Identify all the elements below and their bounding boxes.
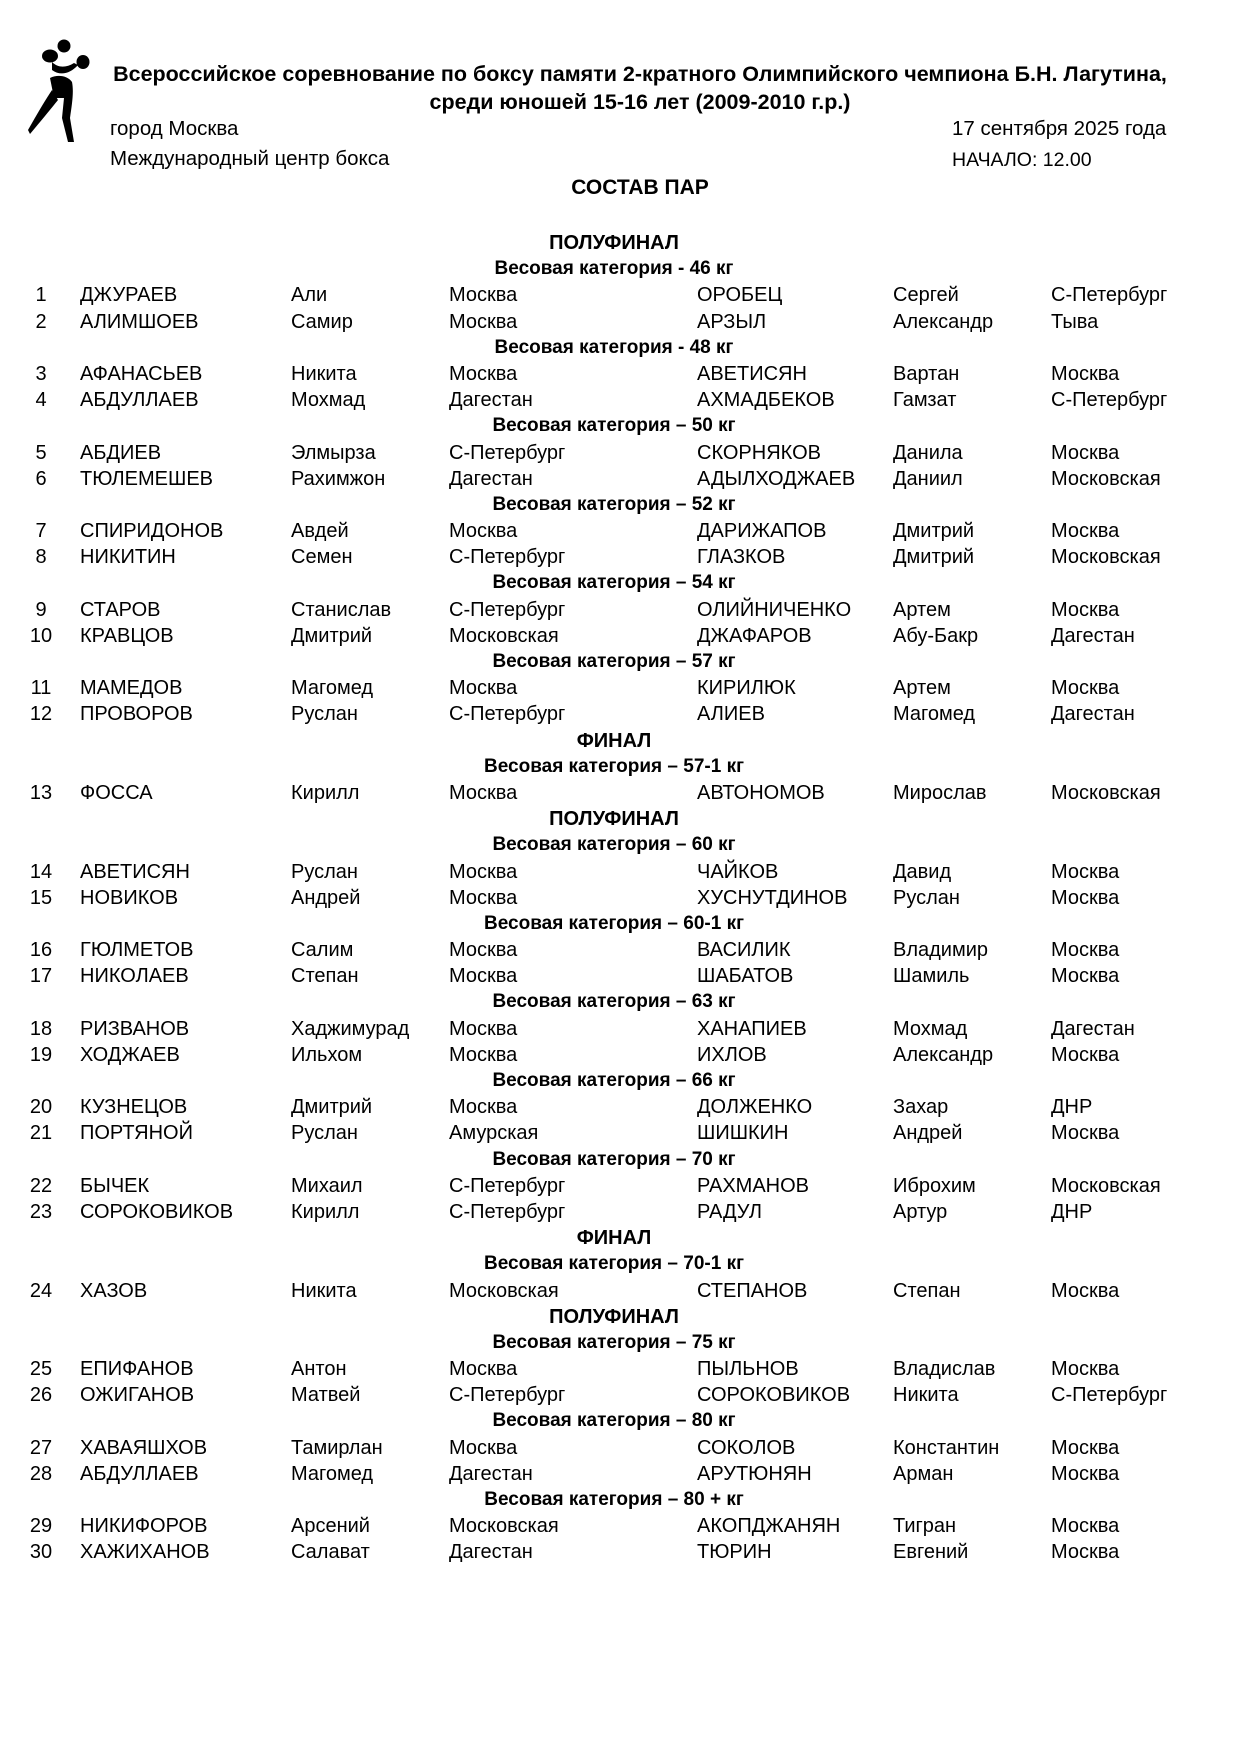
pair-number: 28 <box>29 1462 53 1485</box>
boxer2-name: Тигран <box>893 1515 957 1538</box>
boxer1-region: Дагестан <box>449 389 533 412</box>
pair-row <box>0 466 1241 492</box>
pair-row <box>0 780 1241 806</box>
boxer2-name: Александр <box>893 310 994 333</box>
boxer2-name: Андрей <box>893 1122 963 1145</box>
boxer1-region: С-Петербург <box>449 1200 566 1223</box>
pair-number: 18 <box>29 1017 53 1040</box>
pair-number: 29 <box>29 1515 53 1538</box>
boxer2-name: Абу-Бакр <box>893 624 979 647</box>
boxer2-region: ДНР <box>1051 1096 1093 1119</box>
boxer2-name: Захар <box>893 1096 949 1119</box>
weight-category-heading: Весовая категория – 70-1 кг <box>483 1253 745 1275</box>
boxer2-region: Москва <box>1051 441 1120 464</box>
boxer2-region: Московская <box>1051 781 1161 804</box>
boxer1-name: Андрей <box>291 886 361 909</box>
boxer1-surname: ФОССА <box>80 781 153 804</box>
boxer2-region: Москва <box>1051 1462 1120 1485</box>
pair-row <box>0 1278 1241 1304</box>
boxer1-name: Магомед <box>291 677 374 700</box>
boxer2-surname: АРУТЮНЯН <box>697 1462 812 1485</box>
weight-category-heading: Весовая категория – 63 кг <box>492 991 736 1013</box>
boxer2-name: Константин <box>893 1436 1000 1459</box>
pair-row <box>0 544 1241 570</box>
pair-number: 11 <box>30 677 52 700</box>
pair-row <box>0 701 1241 727</box>
boxer1-name: Степан <box>291 965 359 988</box>
boxer2-surname: КИРИЛЮК <box>697 677 796 700</box>
pair-row <box>0 1042 1241 1068</box>
venue-label: Международный центр бокса <box>110 147 390 170</box>
pair-row <box>0 440 1241 466</box>
boxer1-surname: ГЮЛМЕТОВ <box>80 939 194 962</box>
pair-number: 15 <box>29 886 53 909</box>
boxer2-surname: ВАСИЛИК <box>697 939 791 962</box>
weight-category-heading: Весовая категория - 48 кг <box>494 336 734 358</box>
boxer2-name: Дмитрий <box>893 520 975 543</box>
pair-row <box>0 1016 1241 1042</box>
boxer1-surname: ОЖИГАНОВ <box>80 1384 195 1407</box>
pair-number: 26 <box>29 1384 53 1407</box>
boxer1-surname: АБДИЕВ <box>80 441 162 464</box>
boxer1-name: Семен <box>291 546 353 569</box>
pair-number: 23 <box>29 1200 53 1223</box>
boxer1-region: С-Петербург <box>449 1174 566 1197</box>
boxer2-surname: ШАБАТОВ <box>697 965 794 988</box>
boxer1-name: Дмитрий <box>291 624 373 647</box>
boxer2-surname: ХАНАПИЕВ <box>697 1017 807 1040</box>
pair-number: 21 <box>29 1122 53 1145</box>
boxer2-region: Москва <box>1051 598 1120 621</box>
boxer1-surname: АБДУЛЛАЕВ <box>80 1462 199 1485</box>
pair-row <box>0 963 1241 989</box>
boxer2-region: Тыва <box>1051 310 1099 333</box>
boxer1-name: Али <box>291 284 328 307</box>
boxer2-region: С-Петербург <box>1051 284 1168 307</box>
boxer1-name: Станислав <box>291 598 392 621</box>
boxer2-surname: СОКОЛОВ <box>697 1436 796 1459</box>
pair-number: 30 <box>29 1541 53 1564</box>
boxer1-region: Москва <box>449 1096 518 1119</box>
boxer1-surname: ХОДЖАЕВ <box>80 1043 180 1066</box>
boxer2-name: Магомед <box>893 703 976 726</box>
boxer1-surname: ПОРТЯНОЙ <box>80 1122 193 1145</box>
boxer1-region: Московская <box>449 624 559 647</box>
boxer1-surname: НИКИФОРОВ <box>80 1515 208 1538</box>
boxer1-surname: КУЗНЕЦОВ <box>80 1096 188 1119</box>
boxer2-surname: СТЕПАНОВ <box>697 1279 808 1302</box>
boxer1-region: Москва <box>449 1043 518 1066</box>
boxer2-name: Сергей <box>893 284 959 307</box>
boxer1-surname: НИКОЛАЕВ <box>80 965 189 988</box>
boxer2-region: С-Петербург <box>1051 1384 1168 1407</box>
boxer1-name: Никита <box>291 362 357 385</box>
boxer1-name: Матвей <box>291 1384 361 1407</box>
boxer2-surname: АВЕТИСЯН <box>697 362 807 385</box>
boxer1-region: Дагестан <box>449 1541 533 1564</box>
boxer1-surname: ТЮЛЕМЕШЕВ <box>80 467 213 490</box>
pair-number: 24 <box>29 1279 53 1302</box>
boxer2-region: Москва <box>1051 1515 1120 1538</box>
boxer1-region: Москва <box>449 781 518 804</box>
boxer2-region: ДНР <box>1051 1200 1093 1223</box>
boxer1-name: Салават <box>291 1541 370 1564</box>
pair-row <box>0 597 1241 623</box>
boxer2-region: Москва <box>1051 860 1120 883</box>
boxer2-name: Евгений <box>893 1541 969 1564</box>
boxer1-region: Дагестан <box>449 1462 533 1485</box>
boxer1-surname: МАМЕДОВ <box>80 677 183 700</box>
city-label: город Москва <box>110 117 239 140</box>
boxer1-surname: НОВИКОВ <box>80 886 179 909</box>
stage-heading: ПОЛУФИНАЛ <box>549 1305 679 1328</box>
boxer1-surname: БЫЧЕК <box>80 1174 150 1197</box>
pair-row <box>0 859 1241 885</box>
boxer2-region: Москва <box>1051 1122 1120 1145</box>
boxer2-surname: СКОРНЯКОВ <box>697 441 821 464</box>
boxer2-surname: АДЫЛХОДЖАЕВ <box>697 467 856 490</box>
boxer2-surname: ПЫЛЬНОВ <box>697 1358 799 1381</box>
weight-category-heading: Весовая категория – 57-1 кг <box>483 755 745 777</box>
pair-number: 22 <box>29 1174 53 1197</box>
boxer2-region: Москва <box>1051 520 1120 543</box>
boxer2-name: Даниил <box>893 467 963 490</box>
boxer1-name: Рахимжон <box>291 467 386 490</box>
boxer1-name: Арсений <box>291 1515 370 1538</box>
weight-category-heading: Весовая категория – 66 кг <box>492 1070 736 1091</box>
pair-number: 25 <box>29 1358 53 1381</box>
boxer1-surname: АЛИМШОЕВ <box>80 310 199 333</box>
boxer1-name: Салим <box>291 939 354 962</box>
boxer2-name: Артур <box>893 1200 948 1223</box>
boxer2-surname: ДОЛЖЕНКО <box>697 1096 813 1119</box>
pair-number: 7 <box>35 520 47 543</box>
pair-row <box>0 387 1241 413</box>
boxer2-surname: СОРОКОВИКОВ <box>697 1384 851 1407</box>
pair-number: 8 <box>35 546 47 569</box>
pair-number: 1 <box>35 284 47 307</box>
boxer2-name: Александр <box>893 1043 994 1066</box>
pair-number: 20 <box>29 1096 53 1119</box>
boxer1-surname: ДЖУРАЕВ <box>80 284 178 307</box>
weight-category-heading: Весовая категория - 46 кг <box>494 258 734 280</box>
boxer2-region: Московская <box>1051 467 1161 490</box>
competition-title-line2: среди юношей 15-16 лет (2009-2010 г.р.) <box>429 90 851 114</box>
pair-row <box>0 1382 1241 1408</box>
weight-category-heading: Весовая категория – 75 кг <box>492 1331 736 1353</box>
boxer1-name: Магомед <box>291 1462 374 1485</box>
boxer1-region: Московская <box>449 1279 559 1302</box>
pair-number: 12 <box>29 703 53 726</box>
boxer2-name: Дмитрий <box>893 546 975 569</box>
boxer1-name: Самир <box>291 310 353 333</box>
weight-category-heading: Весовая категория – 57 кг <box>492 651 736 672</box>
boxer1-name: Кирилл <box>291 1200 360 1223</box>
boxer2-surname: ТЮРИН <box>697 1541 772 1564</box>
boxer1-name: Руслан <box>291 860 358 883</box>
boxer2-name: Гамзат <box>893 389 957 412</box>
boxer1-region: Москва <box>449 520 518 543</box>
boxer1-name: Руслан <box>291 703 358 726</box>
boxer1-surname: АВЕТИСЯН <box>80 860 190 883</box>
pair-row <box>0 885 1241 911</box>
boxer1-region: С-Петербург <box>449 1384 566 1407</box>
boxer1-region: С-Петербург <box>449 441 566 464</box>
boxer2-surname: РАХМАНОВ <box>697 1174 810 1197</box>
boxer2-name: Никита <box>893 1384 959 1407</box>
boxer2-name: Иброхим <box>893 1174 976 1197</box>
boxer2-surname: ШИШКИН <box>697 1122 789 1145</box>
boxer2-surname: АВТОНОМОВ <box>697 781 825 804</box>
boxer1-name: Ильхом <box>291 1043 363 1066</box>
boxer2-region: Москва <box>1051 1541 1120 1564</box>
boxer2-name: Владимир <box>893 939 989 962</box>
boxer-logo-icon <box>28 38 90 144</box>
boxer1-surname: ХАВАЯШХОВ <box>80 1436 208 1459</box>
boxer2-name: Арман <box>893 1462 954 1485</box>
boxer2-name: Мирослав <box>893 781 987 804</box>
boxer2-region: Москва <box>1051 1043 1120 1066</box>
boxer1-name: Антон <box>291 1358 347 1381</box>
weight-category-heading: Весовая категория – 50 кг <box>492 415 736 437</box>
boxer2-surname: ИХЛОВ <box>697 1043 767 1066</box>
boxer2-name: Руслан <box>893 886 960 909</box>
boxer1-region: Москва <box>449 965 518 988</box>
boxer2-name: Давид <box>893 860 952 883</box>
boxer2-region: Москва <box>1051 1279 1120 1302</box>
pair-row <box>0 937 1241 963</box>
boxer1-name: Руслан <box>291 1122 358 1145</box>
pair-number: 10 <box>29 624 53 647</box>
start-time-label: НАЧАЛО: 12.00 <box>952 149 1092 171</box>
pair-number: 14 <box>29 860 53 883</box>
pair-number: 6 <box>35 467 47 490</box>
boxer1-region: Москва <box>449 284 518 307</box>
boxer2-name: Мохмад <box>893 1017 968 1040</box>
boxer2-region: Московская <box>1051 1174 1161 1197</box>
weight-category-heading: Весовая категория – 52 кг <box>492 493 736 515</box>
pair-number: 9 <box>35 598 47 621</box>
pair-row <box>0 1435 1241 1461</box>
weight-category-heading: Весовая категория – 60-1 кг <box>483 912 745 934</box>
boxer1-name: Мохмад <box>291 389 366 412</box>
boxer1-region: Москва <box>449 310 518 333</box>
boxer1-name: Хаджимурад <box>291 1017 410 1040</box>
boxer2-region: Москва <box>1051 965 1120 988</box>
boxer2-region: Дагестан <box>1051 703 1135 726</box>
boxer2-name: Вартан <box>893 362 960 385</box>
boxer1-region: С-Петербург <box>449 546 566 569</box>
boxer1-region: Москва <box>449 860 518 883</box>
boxer2-surname: ГЛАЗКОВ <box>697 546 786 569</box>
boxer2-surname: ЧАЙКОВ <box>697 860 779 883</box>
stage-heading: ПОЛУФИНАЛ <box>549 808 679 831</box>
boxer1-region: С-Петербург <box>449 598 566 621</box>
boxer2-surname: ДАРИЖАПОВ <box>697 520 827 543</box>
pair-row <box>0 1173 1241 1199</box>
boxer1-region: Москва <box>449 1436 518 1459</box>
boxer2-surname: АРЗЫЛ <box>697 310 767 333</box>
boxer2-region: Москва <box>1051 886 1120 909</box>
pair-row <box>0 309 1241 335</box>
pair-number: 19 <box>29 1043 53 1066</box>
boxer1-surname: АФАНАСЬЕВ <box>80 362 203 385</box>
pair-row <box>0 1356 1241 1382</box>
boxer1-surname: АБДУЛЛАЕВ <box>80 389 199 412</box>
stage-heading: ПОЛУФИНАЛ <box>549 232 679 254</box>
boxer1-surname: СТАРОВ <box>80 598 161 621</box>
boxer2-name: Артем <box>893 598 951 621</box>
boxer2-name: Данила <box>893 441 963 464</box>
pair-row <box>0 361 1241 387</box>
date-label: 17 сентября 2025 года <box>952 117 1167 140</box>
pairs-list <box>0 230 1241 1566</box>
pair-row <box>0 1539 1241 1565</box>
boxer1-name: Тамирлан <box>291 1436 383 1459</box>
pair-row <box>0 675 1241 701</box>
boxer1-region: Москва <box>449 1358 518 1381</box>
boxer1-region: С-Петербург <box>449 703 566 726</box>
boxer1-region: Амурская <box>449 1122 539 1145</box>
pair-row <box>0 1094 1241 1120</box>
stage-heading: ФИНАЛ <box>576 1227 652 1250</box>
boxer1-surname: ХАЖИХАНОВ <box>80 1541 210 1564</box>
pair-number: 27 <box>29 1436 53 1459</box>
boxer1-surname: РИЗВАНОВ <box>80 1017 190 1040</box>
pair-number: 4 <box>35 389 47 412</box>
pair-number: 5 <box>35 441 47 464</box>
boxer2-surname: ХУСНУТДИНОВ <box>697 886 848 909</box>
boxer2-region: Дагестан <box>1051 1017 1135 1040</box>
weight-category-heading: Весовая категория – 70 кг <box>492 1148 736 1170</box>
boxer1-surname: НИКИТИН <box>80 546 176 569</box>
boxer2-region: Дагестан <box>1051 624 1135 647</box>
boxer2-region: Москва <box>1051 1436 1120 1459</box>
weight-category-heading: Весовая категория – 80 кг <box>492 1410 736 1432</box>
boxer1-region: Дагестан <box>449 467 533 490</box>
pair-row <box>0 282 1241 308</box>
boxer2-name: Степан <box>893 1279 961 1302</box>
boxer1-surname: КРАВЦОВ <box>80 624 174 647</box>
stage-heading: ФИНАЛ <box>576 729 652 752</box>
boxer2-name: Шамиль <box>893 965 970 988</box>
boxer2-surname: АХМАДБЕКОВ <box>697 389 835 412</box>
boxer2-region: Москва <box>1051 677 1120 700</box>
boxer2-region: Москва <box>1051 1358 1120 1381</box>
boxer1-surname: ЕПИФАНОВ <box>80 1358 194 1381</box>
boxer2-surname: ОЛИЙНИЧЕНКО <box>697 598 852 621</box>
pair-row <box>0 623 1241 649</box>
pair-number: 17 <box>29 965 53 988</box>
pair-number: 3 <box>35 362 47 385</box>
pair-number: 13 <box>29 781 53 804</box>
weight-category-heading: Весовая категория – 54 кг <box>492 572 736 594</box>
boxer1-name: Михаил <box>291 1174 363 1197</box>
boxer2-surname: ДЖАФАРОВ <box>697 624 812 647</box>
boxer1-surname: ПРОВОРОВ <box>80 703 193 726</box>
document-title: СОСТАВ ПАР <box>571 176 709 199</box>
boxer1-surname: СОРОКОВИКОВ <box>80 1200 234 1223</box>
boxer1-region: Москва <box>449 1017 518 1040</box>
pair-row <box>0 1513 1241 1539</box>
boxer1-region: Москва <box>449 677 518 700</box>
boxer2-surname: АЛИЕВ <box>697 703 765 726</box>
boxer1-region: Московская <box>449 1515 559 1538</box>
pair-row <box>0 1461 1241 1487</box>
boxer1-surname: ХАЗОВ <box>80 1279 148 1302</box>
pair-row <box>0 1199 1241 1225</box>
pair-number: 16 <box>29 939 53 962</box>
boxer2-name: Владислав <box>893 1358 996 1381</box>
boxer1-name: Авдей <box>291 520 349 543</box>
pair-row <box>0 1120 1241 1146</box>
boxer2-region: Московская <box>1051 546 1161 569</box>
boxer1-name: Никита <box>291 1279 357 1302</box>
boxer1-region: Москва <box>449 362 518 385</box>
boxer1-name: Кирилл <box>291 781 360 804</box>
pair-number: 2 <box>35 310 47 333</box>
competition-title-line1: Всероссийское соревнование по боксу памяти 2-кратного Олимпийского чемпиона Б.Н. Лагутина, <box>113 62 1167 86</box>
boxer2-region: С-Петербург <box>1051 389 1168 412</box>
boxer1-region: Москва <box>449 939 518 962</box>
boxer2-name: Артем <box>893 677 951 700</box>
pair-row <box>0 518 1241 544</box>
boxer1-region: Москва <box>449 886 518 909</box>
boxer2-surname: АКОПДЖАНЯН <box>697 1515 841 1538</box>
boxer1-name: Элмырза <box>291 441 376 464</box>
boxer1-name: Дмитрий <box>291 1096 373 1119</box>
boxer2-region: Москва <box>1051 362 1120 385</box>
boxer2-surname: ОРОБЕЦ <box>697 284 783 307</box>
weight-category-heading: Весовая категория – 60 кг <box>492 834 736 856</box>
boxer2-region: Москва <box>1051 939 1120 962</box>
boxer2-surname: РАДУЛ <box>697 1200 762 1223</box>
boxer1-surname: СПИРИДОНОВ <box>80 520 224 543</box>
weight-category-heading: Весовая категория – 80 + кг <box>484 1489 744 1510</box>
